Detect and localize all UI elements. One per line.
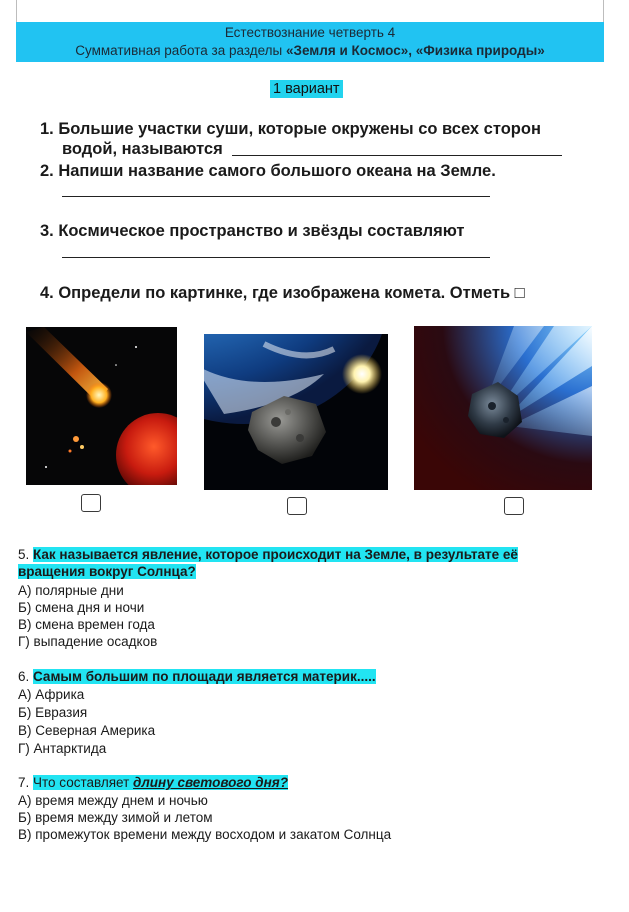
question-6-number: 6. bbox=[18, 669, 34, 684]
question-7-line bbox=[18, 774, 288, 791]
question-7-number: 7. bbox=[18, 775, 34, 790]
answer-line-1[interactable] bbox=[232, 155, 562, 156]
answer-line-2[interactable] bbox=[62, 196, 490, 197]
question-5-option-c[interactable]: В) смена времен года bbox=[18, 617, 155, 632]
answer-line-3[interactable] bbox=[62, 257, 490, 258]
header-band bbox=[16, 22, 604, 62]
question-1-line1: 1. Большие участки суши, которые окружены со всех сторон bbox=[40, 120, 541, 138]
question-7-text-prefix: Что составляет bbox=[33, 775, 134, 790]
question-5-text-line1: Как называется явление, которое происходит на Земле, в результате её bbox=[33, 547, 518, 562]
question-6-option-b[interactable]: Б) Евразия bbox=[18, 705, 88, 720]
page-edge-left bbox=[16, 0, 17, 22]
question-6-option-d[interactable]: Г) Антарктида bbox=[18, 741, 107, 756]
question-6-line bbox=[18, 668, 376, 685]
header-subtitle-prefix: Суммативная работа за разделы bbox=[75, 43, 287, 58]
question-6-text: Самым большим по площади является материк..... bbox=[33, 669, 376, 684]
question-7-option-b[interactable]: Б) время между зимой и летом bbox=[18, 810, 213, 825]
question-5-line2 bbox=[18, 563, 196, 580]
earth-asteroid-image bbox=[204, 334, 388, 490]
question-3: 3. Космическое пространство и звёзды составляют bbox=[40, 222, 465, 240]
question-7-text-emphasis: длину светового дня? bbox=[133, 775, 288, 790]
question-5-option-b[interactable]: Б) смена дня и ночи bbox=[18, 600, 145, 615]
question-2: 2. Напиши название самого большого океана на Земле. bbox=[40, 162, 496, 180]
question-6-option-c[interactable]: В) Северная Америка bbox=[18, 723, 156, 738]
question-4: 4. Определи по картинке, где изображена комета. Отметь □ bbox=[40, 284, 525, 302]
question-7-option-c[interactable]: В) промежуток времени между восходом и закатом Солнца bbox=[18, 827, 392, 842]
question-7-text bbox=[33, 775, 288, 790]
comet-option-2-checkbox[interactable] bbox=[287, 497, 307, 515]
comet-option-1-checkbox[interactable] bbox=[81, 494, 101, 512]
comet-planet-image bbox=[26, 327, 177, 485]
header-title: Естествознание четверть 4 bbox=[224, 25, 396, 40]
comet-option-3-checkbox[interactable] bbox=[504, 497, 524, 515]
question-6-option-a[interactable]: А) Африка bbox=[18, 687, 85, 702]
question-5-option-a[interactable]: А) полярные дни bbox=[18, 583, 124, 598]
question-5-option-d[interactable]: Г) выпадение осадков bbox=[18, 634, 158, 649]
header-subtitle-sections: «Земля и Космос», «Физика природы» bbox=[286, 43, 545, 58]
question-5-text-line2: вращения вокруг Солнца? bbox=[18, 564, 196, 579]
question-5-line1 bbox=[18, 546, 518, 563]
question-7-option-a[interactable]: А) время между днем и ночью bbox=[18, 793, 208, 808]
question-5-number: 5. bbox=[18, 547, 34, 562]
header-subtitle bbox=[16, 42, 604, 60]
question-1-line2: водой, называются bbox=[62, 140, 223, 158]
page-edge-right bbox=[603, 0, 604, 22]
variant-label: 1 вариант bbox=[270, 80, 343, 98]
blue-comet-image bbox=[414, 326, 592, 490]
